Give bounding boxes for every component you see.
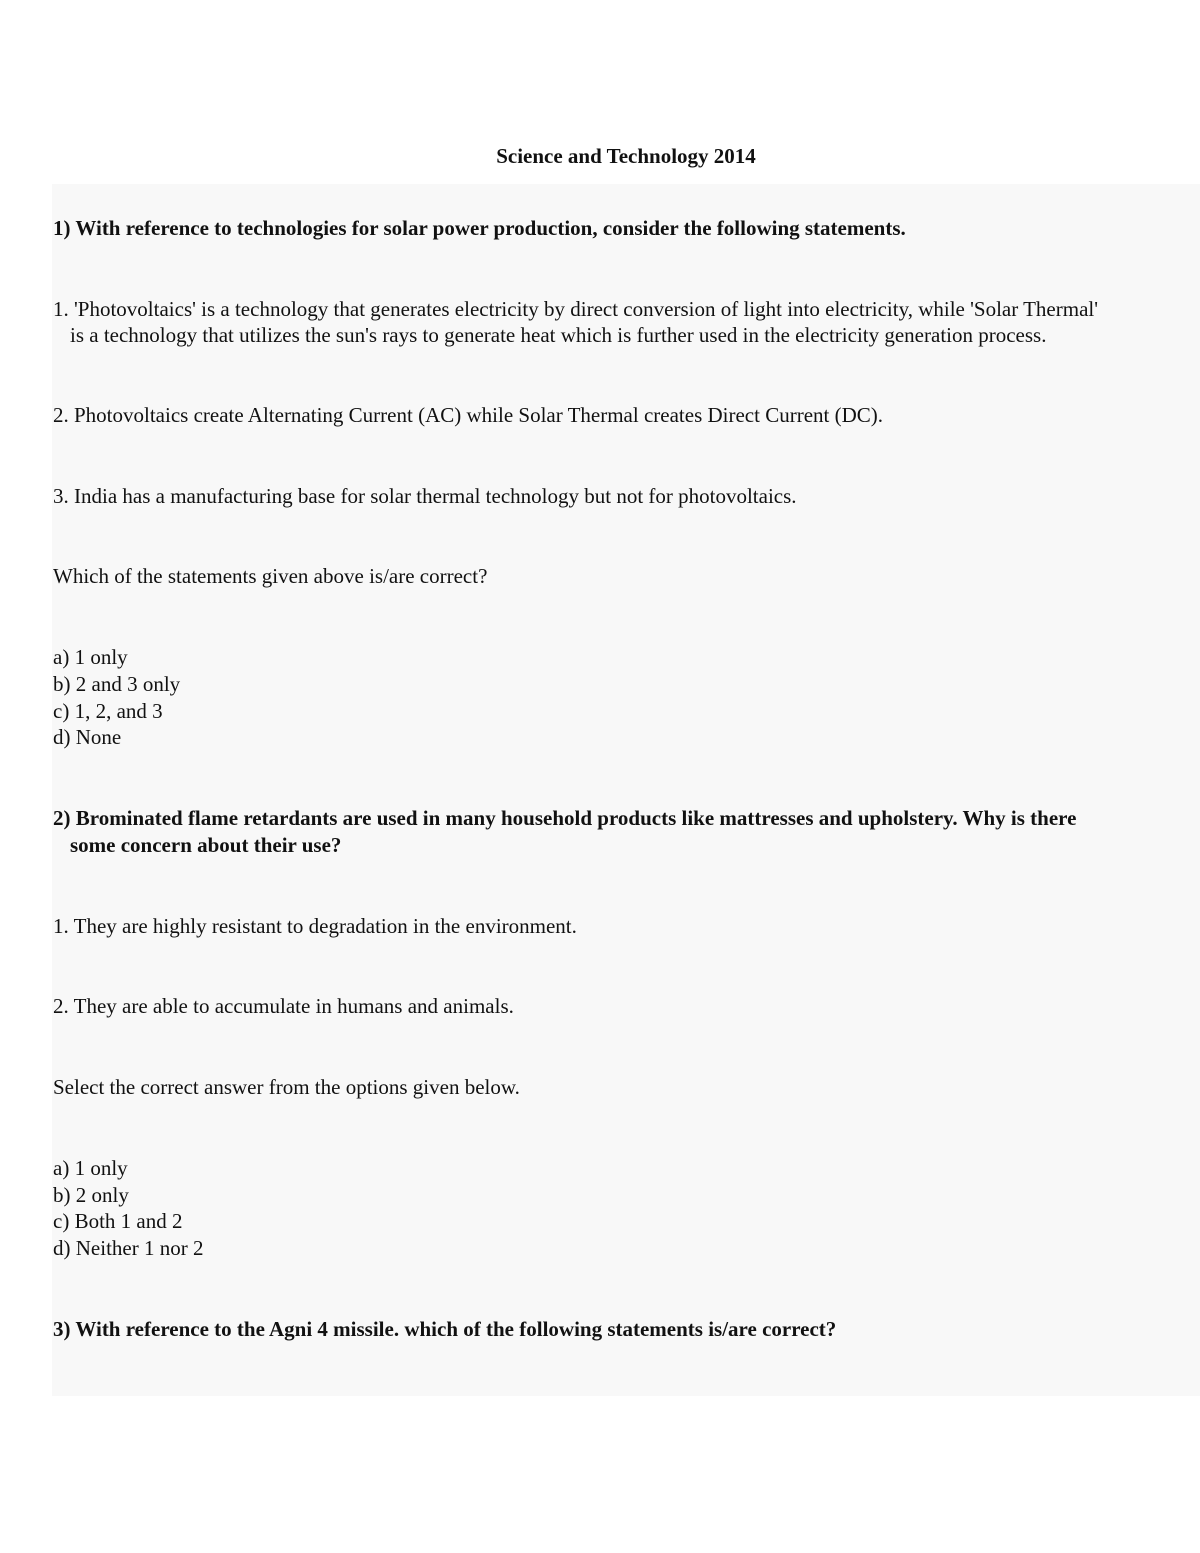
question-1-heading: 1) With reference to technologies for solar power production, consider the following statements.: [53, 216, 906, 240]
question-1-option-d: d) None: [53, 725, 122, 749]
question-1-prompt: Which of the statements given above is/are correct?: [53, 564, 488, 588]
question-2-option-c: c) Both 1 and 2: [53, 1209, 183, 1233]
question-2-option-d: d) Neither 1 nor 2: [53, 1236, 204, 1260]
question-2-option-b: b) 2 only: [53, 1183, 129, 1207]
question-1-statement-2: 2. Photovoltaics create Alternating Current (AC) while Solar Thermal creates Direct Current (DC).: [53, 403, 884, 427]
question-1-statement-3: 3. India has a manufacturing base for solar thermal technology but not for photovoltaics.: [53, 484, 797, 508]
question-2-statement-2: 2. They are able to accumulate in humans and animals.: [53, 994, 514, 1018]
question-2-heading-line-2: some concern about their use?: [70, 833, 342, 857]
question-1-statement-1-line-2: is a technology that utilizes the sun's rays to generate heat which is further used in the electricity generation process.: [70, 323, 1047, 347]
question-1-option-c: c) 1, 2, and 3: [53, 699, 163, 723]
question-2-heading-line-1: 2) Brominated flame retardants are used in many household products like mattresses and upholstery. Why is there: [53, 806, 1077, 830]
question-2-option-a: a) 1 only: [53, 1156, 128, 1180]
question-1-statement-1-line-1: 1. 'Photovoltaics' is a technology that generates electricity by direct conversion of light into electricity, while 'Solar Thermal': [53, 297, 1099, 321]
content-block: [52, 184, 1200, 1396]
question-1-option-a: a) 1 only: [53, 645, 128, 669]
document-title: Science and Technology 2014: [496, 144, 756, 168]
question-2-statement-1: 1. They are highly resistant to degradation in the environment.: [53, 914, 577, 938]
question-3-heading: 3) With reference to the Agni 4 missile. which of the following statements is/are correct?: [53, 1317, 837, 1341]
question-2-prompt: Select the correct answer from the options given below.: [53, 1075, 520, 1099]
question-1-option-b: b) 2 and 3 only: [53, 672, 181, 696]
